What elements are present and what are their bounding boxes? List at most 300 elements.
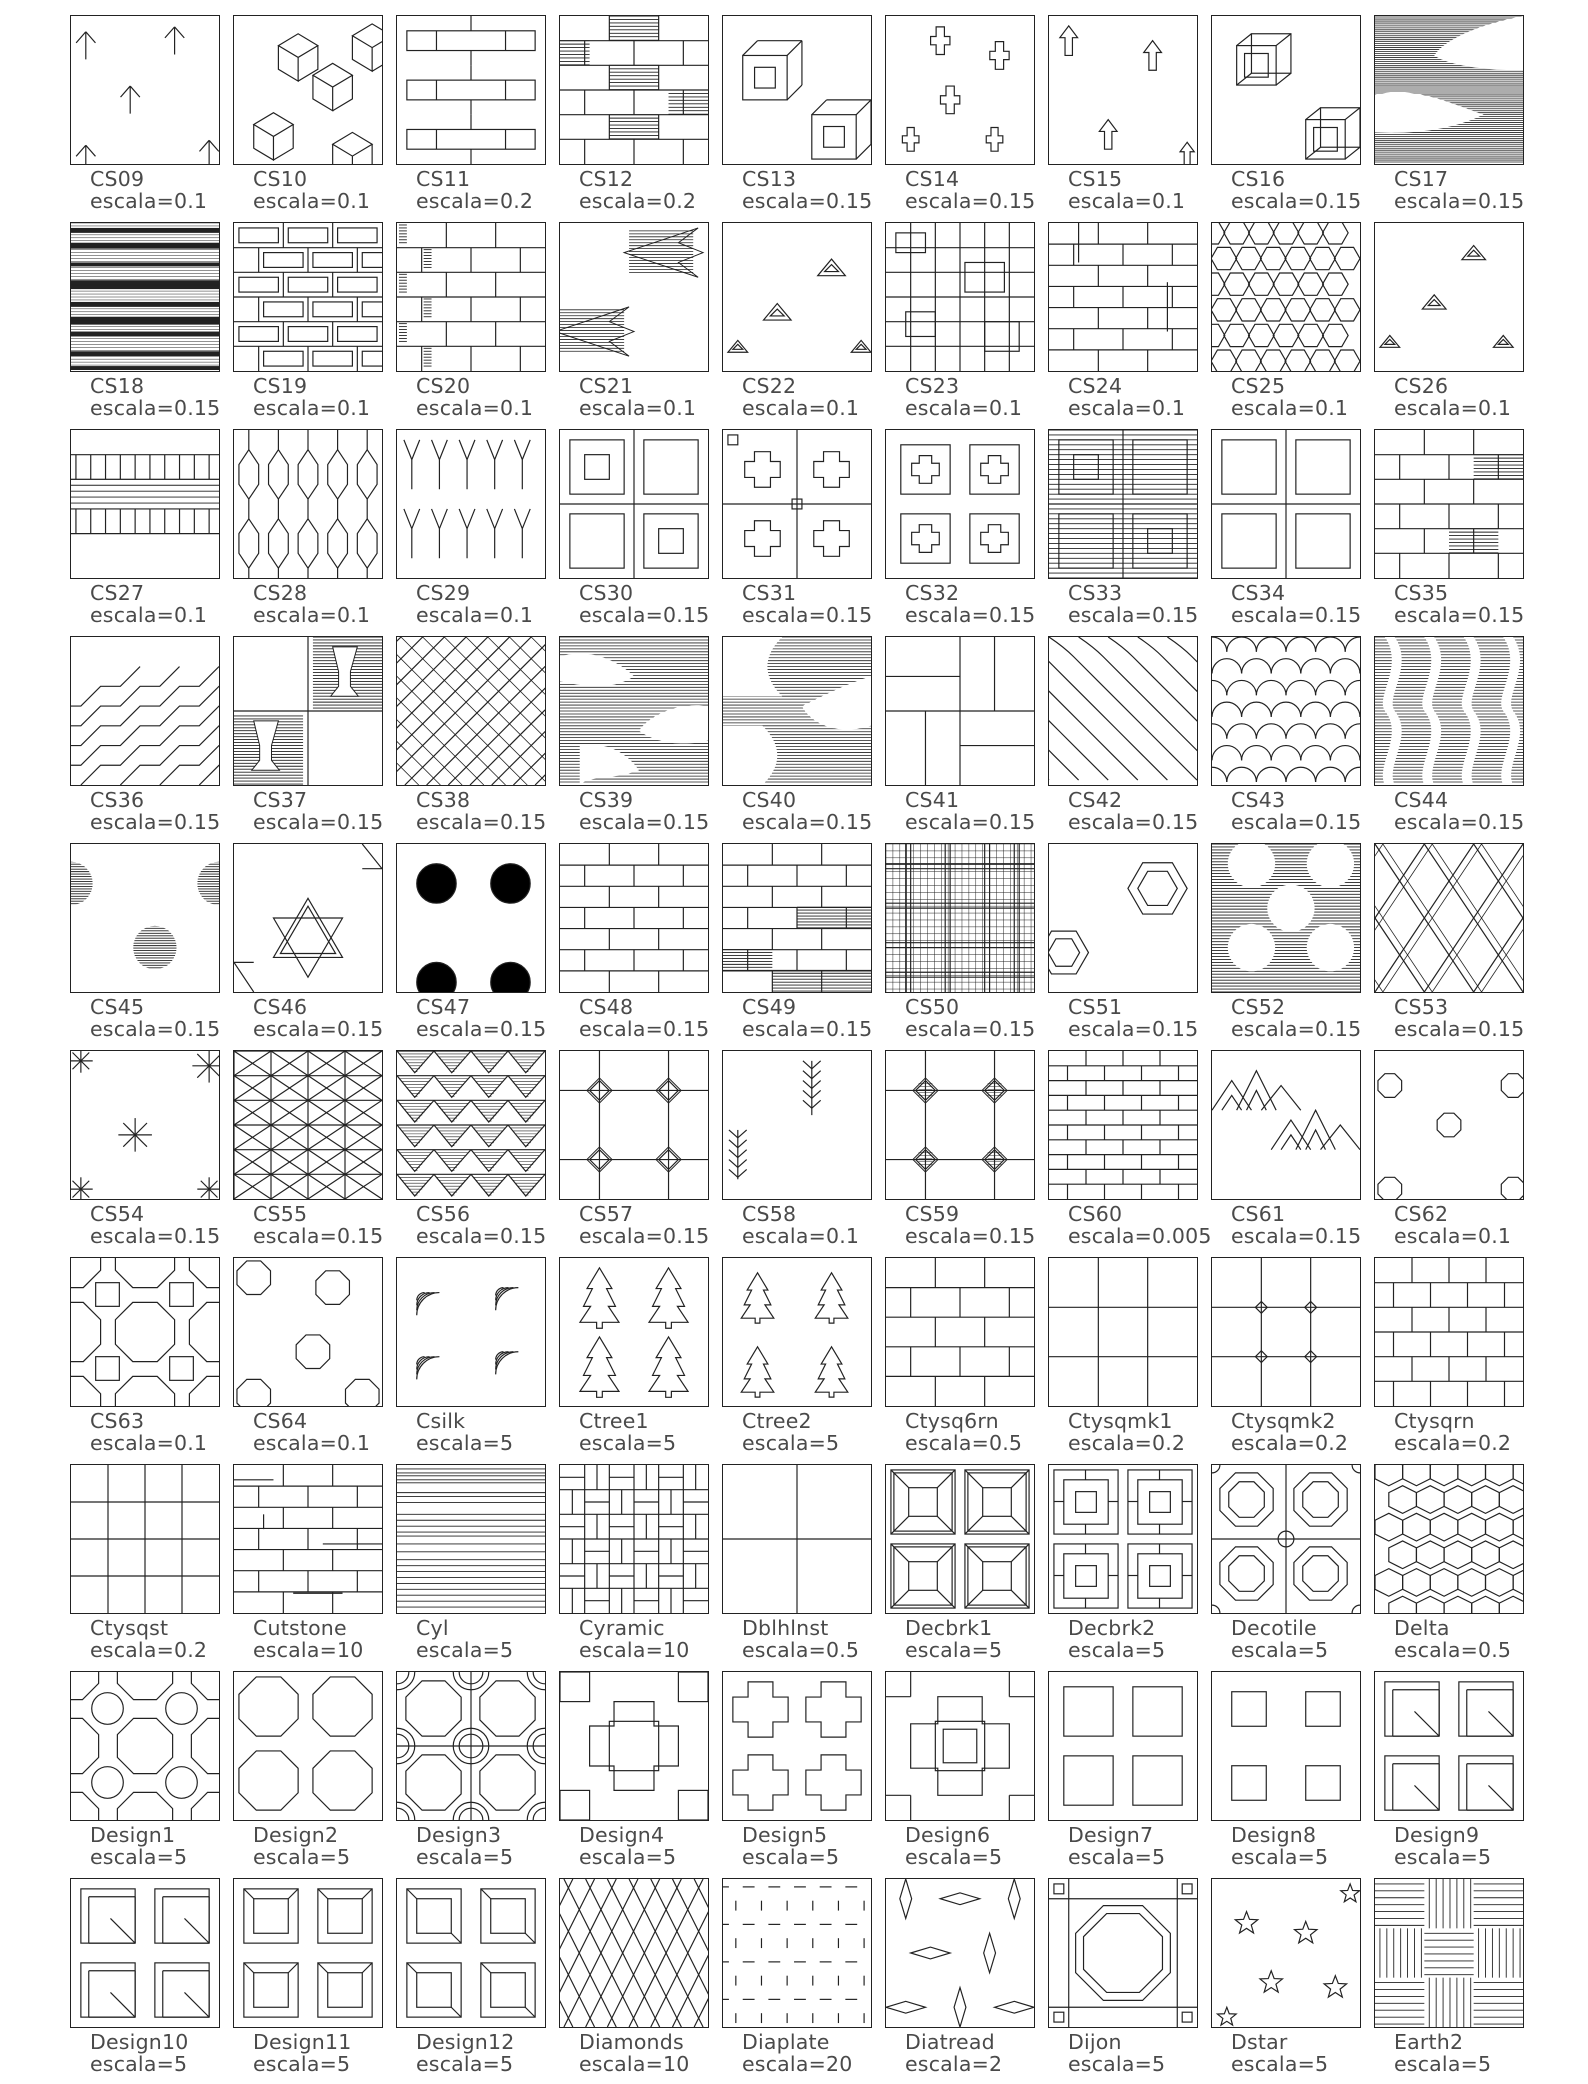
hatched-triangles-pattern-icon — [396, 1050, 546, 1200]
scale-value: 0.1 — [173, 189, 208, 213]
scale-value: 0.1 — [336, 603, 371, 627]
pattern-name: CS57 — [579, 1202, 634, 1226]
pattern-card — [396, 1878, 546, 2084]
dec-squares-pattern-icon — [1048, 1464, 1198, 1614]
pattern-scale — [1394, 811, 1524, 833]
scale-prefix: escala= — [742, 1431, 826, 1455]
pattern-name: Ctysqmk1 — [1068, 1409, 1173, 1433]
pattern-card — [885, 636, 1035, 842]
forks-pattern-icon — [396, 429, 546, 579]
pattern-scale — [90, 1432, 207, 1454]
pattern-card — [1211, 15, 1361, 221]
pattern-card — [885, 429, 1035, 635]
scale-prefix: escala= — [1068, 396, 1152, 420]
big-grid-pattern-icon — [722, 1464, 872, 1614]
scale-prefix: escala= — [1068, 1224, 1152, 1248]
zigzag-stairs-pattern-icon — [70, 636, 220, 786]
scale-value: 0.1 — [662, 396, 697, 420]
pattern-card — [1211, 1050, 1361, 1256]
scale-prefix: escala= — [579, 1845, 663, 1869]
pattern-scale — [90, 1225, 220, 1247]
earth-weave-pattern-icon — [1374, 1878, 1524, 2028]
pattern-scale — [253, 604, 370, 626]
pattern-name: CS45 — [90, 995, 145, 1019]
pattern-name: CS29 — [416, 581, 471, 605]
pattern-name: Design7 — [1068, 1823, 1154, 1847]
scale-value: 5 — [336, 2052, 351, 2076]
pattern-name: Diatread — [905, 2030, 995, 2054]
scale-value: 0.15 — [988, 1224, 1036, 1248]
pattern-card — [233, 1671, 383, 1877]
pattern-card — [1211, 1257, 1361, 1463]
rainbows-pattern-icon — [396, 1257, 546, 1407]
scale-prefix: escala= — [1394, 396, 1478, 420]
fish-scales-pattern-icon — [1211, 636, 1361, 786]
scale-value: 0.1 — [336, 189, 371, 213]
pattern-scale — [1394, 1225, 1511, 1247]
scale-value: 0.2 — [1151, 1431, 1186, 1455]
scale-prefix: escala= — [1068, 2052, 1152, 2076]
herringbone-pattern-icon — [396, 636, 546, 786]
up-arrows-pattern-icon — [1048, 15, 1198, 165]
pattern-card — [396, 1257, 546, 1463]
scale-prefix: escala= — [905, 396, 989, 420]
pattern-scale — [579, 811, 709, 833]
hatched-dots-pattern-icon — [70, 843, 220, 993]
plus-frames-pattern-icon — [559, 1671, 709, 1821]
pattern-scale — [905, 1432, 1022, 1454]
pattern-scale — [416, 1432, 513, 1454]
pattern-name: CS17 — [1394, 167, 1449, 191]
scale-value: 0.15 — [173, 810, 221, 834]
scale-prefix: escala= — [742, 1845, 826, 1869]
stars-of-david-pattern-icon — [233, 843, 383, 993]
scale-prefix: escala= — [905, 603, 989, 627]
pattern-scale — [905, 190, 1035, 212]
scale-value: 0.1 — [336, 396, 371, 420]
pattern-name: CS30 — [579, 581, 634, 605]
pattern-card — [1374, 843, 1524, 1049]
pattern-card — [70, 1878, 220, 2084]
scale-prefix: escala= — [1231, 189, 1315, 213]
pattern-name: CS13 — [742, 167, 797, 191]
mountains-pattern-icon — [1211, 1050, 1361, 1200]
pattern-name: CS50 — [905, 995, 960, 1019]
pattern-card — [1048, 1464, 1198, 1670]
hatched-trees-pattern-icon — [559, 222, 709, 372]
pattern-scale — [905, 2053, 1002, 2075]
pattern-card — [70, 1464, 220, 1670]
lattice-pattern-icon — [1374, 843, 1524, 993]
pattern-scale — [253, 811, 383, 833]
scale-value: 5 — [1314, 1638, 1329, 1662]
pattern-scale — [1394, 1846, 1491, 1868]
scale-value: 5 — [1151, 2052, 1166, 2076]
scale-prefix: escala= — [905, 810, 989, 834]
pattern-scale — [416, 1018, 546, 1040]
scale-prefix: escala= — [253, 603, 337, 627]
stars-pattern-icon — [1211, 1878, 1361, 2028]
scale-prefix: escala= — [1231, 2052, 1315, 2076]
pattern-card — [233, 222, 383, 428]
pattern-scale — [1068, 604, 1198, 626]
scale-value: 0.15 — [499, 1224, 547, 1248]
corner-frames-pattern-icon — [70, 1878, 220, 2028]
pattern-name: CS38 — [416, 788, 471, 812]
pattern-name: CS12 — [579, 167, 634, 191]
scale-value: 0.15 — [988, 810, 1036, 834]
scale-prefix: escala= — [253, 396, 337, 420]
scale-prefix: escala= — [253, 810, 337, 834]
cross-grid-pattern-icon — [722, 429, 872, 579]
pattern-name: Dblhlnst — [742, 1616, 829, 1640]
deco-octagons-pattern-icon — [1211, 1464, 1361, 1614]
scale-prefix: escala= — [905, 1431, 989, 1455]
pattern-card — [559, 636, 709, 842]
scale-prefix: escala= — [742, 189, 826, 213]
pattern-name: Ctysqst — [90, 1616, 169, 1640]
hollow-cubes-pattern-icon — [722, 15, 872, 165]
pattern-name: CS24 — [1068, 374, 1123, 398]
trees-pattern-icon — [559, 1257, 709, 1407]
dashes-pattern-icon — [722, 1878, 872, 2028]
pattern-card — [1048, 636, 1198, 842]
scale-prefix: escala= — [90, 1224, 174, 1248]
pattern-scale — [1068, 1018, 1198, 1040]
pattern-scale — [1068, 1432, 1185, 1454]
scale-prefix: escala= — [579, 1224, 663, 1248]
scale-value: 0.15 — [173, 396, 221, 420]
plus-grid-pattern-icon — [885, 1671, 1035, 1821]
pattern-scale — [1231, 1432, 1348, 1454]
scale-prefix: escala= — [90, 1638, 174, 1662]
scale-prefix: escala= — [253, 1017, 337, 1041]
pattern-name: Diaplate — [742, 2030, 830, 2054]
scale-prefix: escala= — [905, 2052, 989, 2076]
scale-value: 0.15 — [499, 1017, 547, 1041]
pattern-name: CS27 — [90, 581, 145, 605]
four-squares-pattern-icon — [1048, 1671, 1198, 1821]
scale-prefix: escala= — [253, 2052, 337, 2076]
twigs-pattern-icon — [722, 1050, 872, 1200]
pattern-card — [1211, 429, 1361, 635]
pattern-card — [1211, 1671, 1361, 1877]
scale-prefix: escala= — [1231, 1845, 1315, 1869]
scale-prefix: escala= — [90, 1017, 174, 1041]
wire-cubes-pattern-icon — [1211, 15, 1361, 165]
pattern-scale — [742, 1639, 859, 1661]
scale-prefix: escala= — [90, 1431, 174, 1455]
scale-value: 5 — [499, 1638, 514, 1662]
scale-prefix: escala= — [1394, 810, 1478, 834]
scale-value: 5 — [499, 1431, 514, 1455]
pattern-name: CS14 — [905, 167, 960, 191]
scale-value: 0.1 — [499, 603, 534, 627]
pattern-card — [1374, 1878, 1524, 2084]
pattern-name: CS62 — [1394, 1202, 1449, 1226]
scale-prefix: escala= — [1394, 189, 1478, 213]
scale-value: 0.15 — [1477, 1017, 1525, 1041]
polka-hatch-pattern-icon — [1211, 843, 1361, 993]
pattern-name: Design4 — [579, 1823, 665, 1847]
pattern-name: CS10 — [253, 167, 308, 191]
diamond-mesh-pattern-icon — [559, 1878, 709, 2028]
scale-value: 0.2 — [173, 1638, 208, 1662]
pattern-scale — [90, 1018, 220, 1040]
clipped-squares-pattern-icon — [233, 1671, 383, 1821]
scale-prefix: escala= — [1068, 1017, 1152, 1041]
ashlar-pattern-icon — [1048, 222, 1198, 372]
scale-value: 5 — [825, 1431, 840, 1455]
pattern-scale — [579, 397, 696, 419]
pattern-card — [1048, 1050, 1212, 1256]
dijon-octagons-pattern-icon — [1048, 1878, 1198, 2028]
scale-value: 0.15 — [1314, 189, 1362, 213]
scale-value: 0.1 — [1477, 396, 1512, 420]
pattern-card — [559, 1464, 709, 1670]
pattern-scale — [1231, 811, 1361, 833]
pattern-name: CS09 — [90, 167, 145, 191]
wave-stripes-pattern-icon — [1374, 636, 1524, 786]
cutstone-pattern-icon — [233, 1464, 383, 1614]
pattern-card — [70, 15, 220, 221]
scale-value: 20 — [825, 2052, 853, 2076]
pattern-card — [722, 1257, 872, 1463]
pattern-name: CS25 — [1231, 374, 1286, 398]
pattern-card — [559, 15, 709, 221]
pattern-card — [233, 429, 383, 635]
scale-value: 5 — [173, 2052, 188, 2076]
crescent-waves-pattern-icon — [722, 636, 872, 786]
tile-running-pattern-icon — [885, 1257, 1035, 1407]
pattern-card — [1048, 15, 1198, 221]
pattern-card — [1048, 1671, 1198, 1877]
pattern-name: CS37 — [253, 788, 308, 812]
scale-value: 5 — [662, 1845, 677, 1869]
pattern-card — [722, 15, 872, 221]
pattern-card — [722, 1464, 872, 1670]
pattern-name: Ctysqmk2 — [1231, 1409, 1336, 1433]
pattern-card — [559, 1050, 709, 1256]
pattern-scale — [253, 397, 370, 419]
scale-value: 0.1 — [988, 396, 1023, 420]
scale-prefix: escala= — [90, 396, 174, 420]
pattern-name: Design10 — [90, 2030, 189, 2054]
pattern-card — [396, 843, 546, 1049]
shaded-bricks-pattern-icon — [396, 222, 546, 372]
pattern-card — [396, 1464, 546, 1670]
fret-pattern-icon — [396, 15, 546, 165]
pattern-card — [559, 429, 709, 635]
hatched-maze-pattern-icon — [1048, 429, 1198, 579]
scale-prefix: escala= — [742, 1638, 826, 1662]
pattern-name: CS61 — [1231, 1202, 1286, 1226]
tile-marker-pattern-icon — [1048, 1257, 1198, 1407]
pattern-card — [1374, 636, 1524, 842]
pattern-name: CS54 — [90, 1202, 145, 1226]
crosses-pattern-icon — [885, 15, 1035, 165]
pattern-card — [1211, 843, 1361, 1049]
scale-value: 5 — [173, 1845, 188, 1869]
pattern-card — [70, 222, 220, 428]
scale-prefix: escala= — [1068, 1431, 1152, 1455]
scale-value: 5 — [988, 1845, 1003, 1869]
big-frames-pattern-icon — [1211, 429, 1361, 579]
scale-prefix: escala= — [905, 189, 989, 213]
pattern-scale — [905, 604, 1035, 626]
pattern-name: CS52 — [1231, 995, 1286, 1019]
pattern-scale — [1231, 1018, 1361, 1040]
scale-value: 0.15 — [662, 1017, 710, 1041]
pattern-scale — [253, 1432, 370, 1454]
scale-value: 0.1 — [173, 1431, 208, 1455]
pattern-name: CS55 — [253, 1202, 308, 1226]
scale-prefix: escala= — [253, 1845, 337, 1869]
pattern-name: CS26 — [1394, 374, 1449, 398]
pattern-scale — [1231, 190, 1361, 212]
scale-prefix: escala= — [416, 1845, 500, 1869]
pattern-card — [1374, 429, 1524, 635]
pattern-name: Design12 — [416, 2030, 515, 2054]
scale-value: 5 — [336, 1845, 351, 1869]
bevel-panels-small-pattern-icon — [233, 1878, 383, 2028]
scale-prefix: escala= — [579, 189, 663, 213]
pattern-name: Delta — [1394, 1616, 1450, 1640]
pattern-card — [722, 1050, 872, 1256]
pattern-scale — [416, 190, 533, 212]
pattern-scale — [742, 1846, 839, 1868]
scale-value: 0.15 — [336, 810, 384, 834]
basketweave-pattern-icon — [885, 636, 1035, 786]
scale-prefix: escala= — [1231, 1638, 1315, 1662]
pattern-scale — [1068, 811, 1198, 833]
scale-prefix: escala= — [905, 1638, 989, 1662]
pattern-name: CS53 — [1394, 995, 1449, 1019]
pattern-card — [885, 222, 1035, 428]
pattern-name: CS36 — [90, 788, 145, 812]
scale-prefix: escala= — [1394, 1224, 1478, 1248]
pattern-name: CS41 — [905, 788, 960, 812]
pattern-card — [722, 843, 872, 1049]
scale-value: 5 — [1151, 1845, 1166, 1869]
bevel-bricks-pattern-icon — [233, 222, 383, 372]
pattern-name: Design1 — [90, 1823, 176, 1847]
pattern-card — [559, 1671, 709, 1877]
pattern-name: CS48 — [579, 995, 634, 1019]
pattern-name: CS47 — [416, 995, 471, 1019]
scale-prefix: escala= — [416, 810, 500, 834]
pattern-name: Ctysqrn — [1394, 1409, 1475, 1433]
scale-value: 0.1 — [499, 396, 534, 420]
pattern-scale — [905, 1639, 1002, 1661]
pattern-card — [722, 636, 872, 842]
pattern-name: Earth2 — [1394, 2030, 1464, 2054]
scale-value: 0.5 — [988, 1431, 1023, 1455]
scale-prefix: escala= — [253, 1638, 337, 1662]
pattern-name: CS64 — [253, 1409, 308, 1433]
octagon-square-pattern-icon — [70, 1257, 220, 1407]
pattern-name: Csilk — [416, 1409, 466, 1433]
scale-value: 2 — [988, 2052, 1003, 2076]
diamond-tread-pattern-icon — [885, 1878, 1035, 2028]
pattern-scale — [1394, 604, 1524, 626]
scale-value: 0.15 — [662, 1224, 710, 1248]
pattern-scale — [742, 1225, 859, 1247]
pattern-card — [396, 1671, 546, 1877]
brick-bond-pattern-icon — [559, 843, 709, 993]
pattern-card — [1048, 1878, 1198, 2084]
scale-prefix: escala= — [1394, 603, 1478, 627]
scale-value: 0.2 — [1314, 1431, 1349, 1455]
pattern-name: CS43 — [1231, 788, 1286, 812]
pattern-card — [70, 1257, 220, 1463]
pattern-card — [1048, 222, 1198, 428]
pattern-card — [396, 636, 546, 842]
scale-value: 0.15 — [988, 603, 1036, 627]
pattern-scale — [1068, 397, 1185, 419]
pattern-card — [70, 1050, 220, 1256]
pattern-card — [1374, 15, 1524, 221]
pattern-card — [885, 15, 1035, 221]
scale-prefix: escala= — [1231, 396, 1315, 420]
pattern-name: CS46 — [253, 995, 308, 1019]
pattern-card — [722, 222, 872, 428]
hexagons-pattern-icon — [1048, 843, 1198, 993]
pattern-name: CS28 — [253, 581, 308, 605]
scale-value: 0.2 — [499, 189, 534, 213]
pattern-scale — [742, 604, 872, 626]
pattern-scale — [905, 1018, 1035, 1040]
pattern-card — [1048, 429, 1198, 635]
scale-value: 0.2 — [662, 189, 697, 213]
scale-value: 0.15 — [662, 603, 710, 627]
pattern-card — [70, 843, 220, 1049]
pattern-name: Dijon — [1068, 2030, 1122, 2054]
tartan-pattern-icon — [885, 843, 1035, 993]
scale-value: 0.15 — [1477, 603, 1525, 627]
pattern-name: Design5 — [742, 1823, 828, 1847]
pattern-scale — [1394, 397, 1511, 419]
pattern-scale — [416, 604, 533, 626]
scale-prefix: escala= — [1394, 1638, 1478, 1662]
pattern-name: Ctysq6rn — [905, 1409, 999, 1433]
pattern-scale — [1068, 2053, 1165, 2075]
pattern-scale — [1231, 2053, 1328, 2075]
pattern-scale — [253, 190, 370, 212]
scale-value: 5 — [1314, 1845, 1329, 1869]
scale-prefix: escala= — [905, 1017, 989, 1041]
pattern-scale — [1394, 1639, 1511, 1661]
pattern-name: CS60 — [1068, 1202, 1123, 1226]
bevel-panels-pattern-icon — [885, 1464, 1035, 1614]
scale-value: 5 — [1314, 2052, 1329, 2076]
random-stone-pattern-icon — [885, 222, 1035, 372]
scale-value: 0.1 — [173, 603, 208, 627]
scale-prefix: escala= — [416, 603, 500, 627]
pattern-scale — [742, 811, 872, 833]
scale-prefix: escala= — [1068, 603, 1152, 627]
scale-prefix: escala= — [579, 603, 663, 627]
scale-value: 5 — [1477, 2052, 1492, 2076]
scale-prefix: escala= — [905, 1224, 989, 1248]
pattern-name: CS63 — [90, 1409, 145, 1433]
cyl-lines-pattern-icon — [396, 1464, 546, 1614]
pattern-card — [233, 1050, 383, 1256]
pattern-scale — [416, 1846, 513, 1868]
pattern-scale — [416, 397, 533, 419]
pattern-scale — [579, 1639, 689, 1661]
scale-value: 0.15 — [336, 1224, 384, 1248]
